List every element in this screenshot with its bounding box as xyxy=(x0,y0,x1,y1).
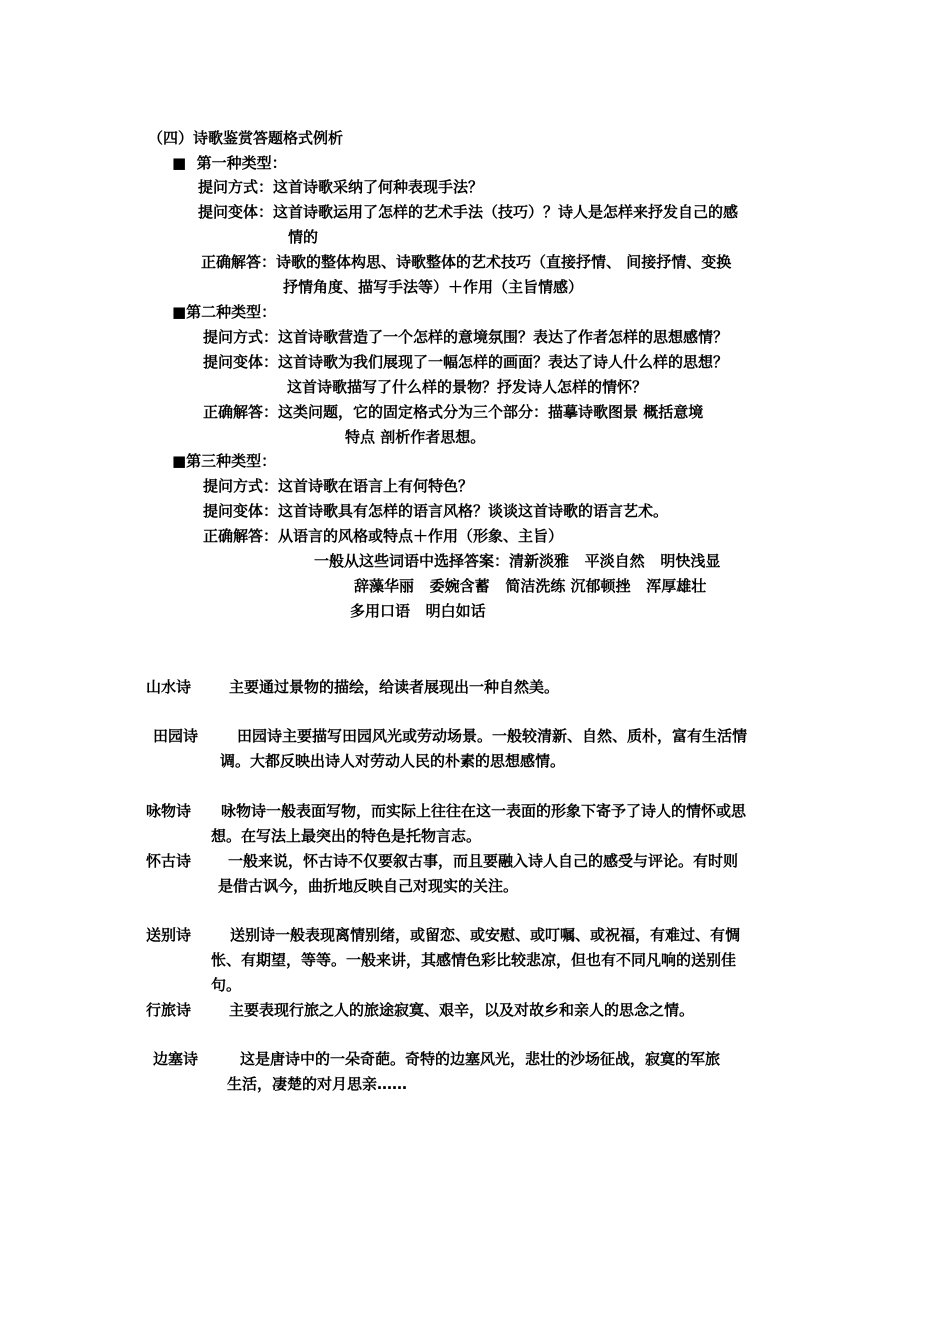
category-name: 怀古诗 xyxy=(146,852,192,870)
category-desc-line: 咏物诗一般表面写物，而实际上往往在这一表面的形象下寄予了诗人的情怀或思 xyxy=(221,802,747,820)
category-desc-line: 想。在写法上最突出的特色是托物言志。 xyxy=(211,827,482,845)
category-desc-line: 生活，凄楚的对月思亲…… xyxy=(227,1075,408,1093)
category-name: 边塞诗 xyxy=(153,1050,199,1068)
category-desc-line: 一般来说，怀古诗不仅要叙古事，而且要融入诗人自己的感受与评论。有时则 xyxy=(228,852,739,870)
type-1-ask-way: 提问方式：这首诗歌采纳了何种表现手法？ xyxy=(198,178,484,196)
type-3-heading: ■第三种类型： xyxy=(172,452,277,470)
type-3-ask-way: 提问方式：这首诗歌在语言上有何特色？ xyxy=(203,477,474,495)
category-desc-line: 这是唐诗中的一朵奇葩。奇特的边塞风光，悲壮的沙场征战，寂寞的军旅 xyxy=(240,1050,721,1068)
type-3-variant-line: 提问变体：这首诗歌具有怎样的语言风格？谈谈这首诗歌的语言艺术。 xyxy=(203,502,669,520)
category-name: 咏物诗 xyxy=(146,802,192,820)
type-3-answer-line: 一般从这些词语中选择答案：清新淡雅 平淡自然 明快浅显 xyxy=(314,552,721,570)
category-desc-line: 怅、有期望，等等。一般来讲，其感情色彩比较悲凉，但也有不同凡响的送别佳 xyxy=(211,951,737,969)
type-1-answer-line: 正确解答：诗歌的整体构思、诗歌整体的艺术技巧（直接抒情、 间接抒情、变换 xyxy=(201,253,732,271)
category-desc-line: 主要通过景物的描绘，给读者展现出一种自然美。 xyxy=(229,678,560,696)
category-name: 行旅诗 xyxy=(146,1001,192,1019)
type-2-ask-way: 提问方式：这首诗歌营造了一个怎样的意境氛围？表达了作者怎样的思想感情？ xyxy=(203,328,729,346)
type-3-answer-line: 辞藻华丽 委婉含蓄 简洁洗练 沉郁顿挫 浑厚雄壮 xyxy=(354,577,707,595)
type-1-variant-line: 情的 xyxy=(288,228,319,246)
type-2-heading: ■第二种类型： xyxy=(172,303,277,321)
category-desc-line: 送别诗一般表现离情别绪，或留恋、或安慰、或叮嘱、或祝福，有难过、有惆 xyxy=(230,926,741,944)
category-desc-line: 主要表现行旅之人的旅途寂寞、艰辛，以及对故乡和亲人的思念之情。 xyxy=(229,1001,695,1019)
type-2-answer-line: 特点 剖析作者思想。 xyxy=(345,428,486,446)
category-desc-line: 田园诗主要描写田园风光或劳动场景。一般较清新、自然、质朴，富有生活情 xyxy=(237,727,748,745)
type-3-answer-line: 多用口语 明白如话 xyxy=(350,602,486,620)
category-name: 送别诗 xyxy=(146,926,192,944)
section-title: （四）诗歌鉴赏答题格式例析 xyxy=(148,129,344,147)
type-1-answer-line: 抒情角度、描写手法等）＋作用（主旨情感） xyxy=(283,278,584,296)
type-2-answer-line: 正确解答：这类问题，它的固定格式分为三个部分：描摹诗歌图景 概括意境 xyxy=(203,403,704,421)
category-desc-line: 句。 xyxy=(211,976,242,994)
type-2-variant-line: 提问变体：这首诗歌为我们展现了一幅怎样的画面？表达了诗人什么样的思想？ xyxy=(203,353,729,371)
category-desc-line: 是借古讽今，曲折地反映自己对现实的关注。 xyxy=(218,877,519,895)
type-1-heading: ■ 第一种类型： xyxy=(172,154,287,172)
category-desc-line: 调。大都反映出诗人对劳动人民的朴素的思想感情。 xyxy=(220,752,566,770)
type-1-variant-line: 提问变体：这首诗歌运用了怎样的艺术手法（技巧）？诗人是怎样来抒发自己的感 xyxy=(198,203,739,221)
type-2-variant-line: 这首诗歌描写了什么样的景物？抒发诗人怎样的情怀？ xyxy=(287,378,648,396)
category-name: 田园诗 xyxy=(153,727,199,745)
type-3-answer-line: 正确解答：从语言的风格或特点＋作用（形象、主旨） xyxy=(203,527,564,545)
category-name: 山水诗 xyxy=(146,678,192,696)
